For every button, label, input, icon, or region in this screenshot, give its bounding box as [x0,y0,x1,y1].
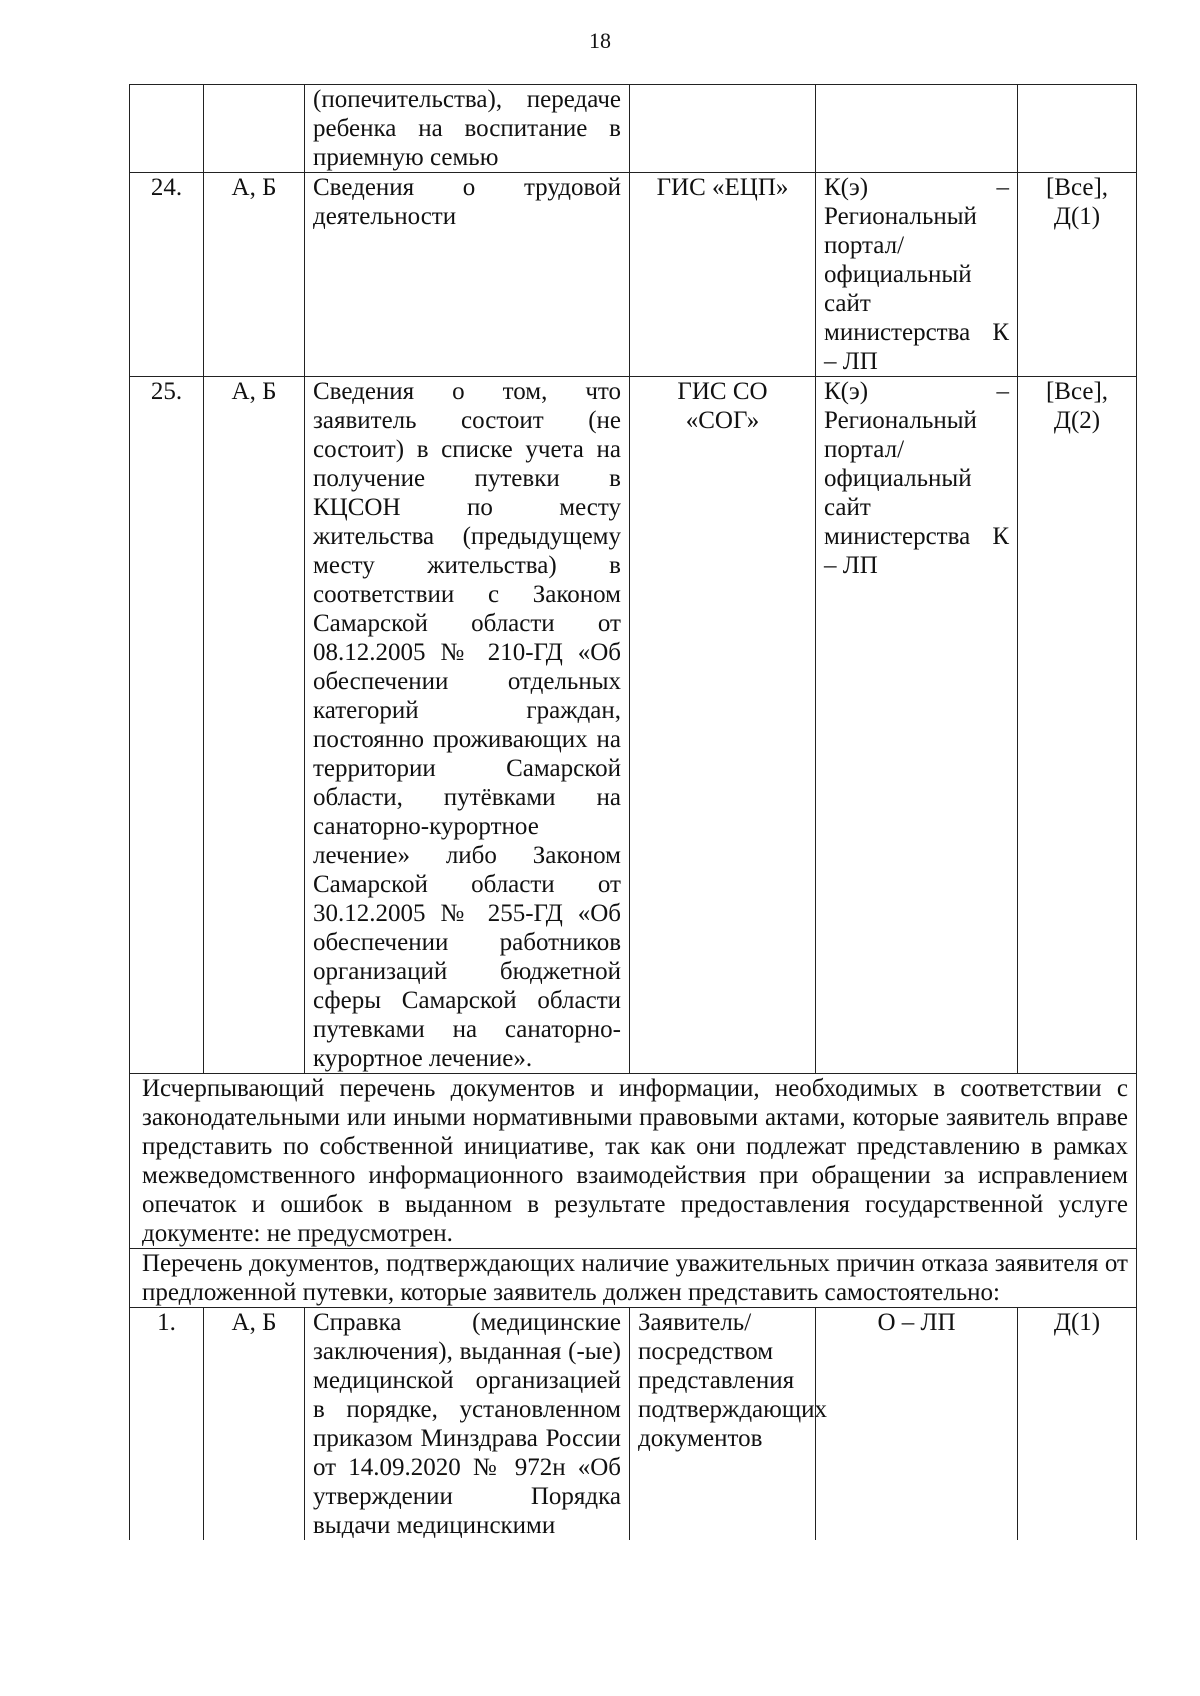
row-source [630,85,816,173]
row-document-name: Сведения о том, что заявитель состоит (не состоит) в списке учета на получение путевки в КЦСОН по месту жительства (предыдущему месту жительства) в соответствии с Законом Самарской области от 08.12.2005 № 210-ГД «Об обеспечении отдельных категорий граждан, постоянно проживающих на территории Самарской области, путёвками на санаторно-курортное лечение» либо Законом Самарской области от 30.12.2005 № 255-ГД «Об обеспечении работников организаций бюджетной сферы Самарской области путевками на санаторно-курортное лечение». [305,377,630,1074]
row-source: ГИС СО «СОГ» [630,377,816,1074]
section-refusal-list: Перечень документов, подтверждающих наличие уважительных причин отказа заявителя от предложенной путевки, которые заявитель должен представить самостоятельно: [130,1249,1137,1308]
table-row [130,1308,1137,1541]
row-document-name: Сведения о трудовой деятельности [305,173,630,377]
section-exhaustive-list: Исчерпывающий перечень документов и информации, необходимых в соответствии с законодательными или иными нормативными правовыми актами, которые заявитель вправе представить по собственной инициативе, так как они подлежат представлению в рамках межведомственного информационного взаимодействия при обращении за исправлением опечаток и ошибок в выданном в результате предоставления государственной услуге документе: не предусмотрен. [130,1074,1137,1249]
row-method: О – ЛП [816,1308,1018,1541]
row-note: [Все], Д(2) [1018,377,1137,1074]
row-note [1018,85,1137,173]
row-number: 25. [130,377,204,1074]
row-source: ГИС «ЕЦП» [630,173,816,377]
row-number: 1. [130,1308,204,1541]
table-row [130,85,1137,173]
row-number [130,85,204,173]
table-row [130,377,1137,1074]
row-category: А, Б [204,377,305,1074]
row-source: Заявитель/посредством представления подтверждающих документов [630,1308,816,1541]
row-document-name: Справка (медицинские заключения), выданная (-ые) медицинской организацией в порядке, установленном приказом Минздрава России от 14.09.2020 № 972н «Об утверждении Порядка выдачи медицинскими [305,1308,630,1541]
documents-table [129,84,1137,1540]
table-row [130,173,1137,377]
section-row [130,1249,1137,1308]
row-document-name: (попечительства), передаче ребенка на воспитание в приемную семью [305,85,630,173]
row-category: А, Б [204,173,305,377]
row-method [816,85,1018,173]
page-number: 18 [589,28,611,53]
row-method: К(э) – Региональный портал/официальный сайт министерства К – ЛП [816,173,1018,377]
section-row [130,1074,1137,1249]
row-note: [Все], Д(1) [1018,173,1137,377]
row-number: 24. [130,173,204,377]
row-method: К(э) – Региональный портал/официальный сайт министерства К – ЛП [816,377,1018,1074]
row-note: Д(1) [1018,1308,1137,1541]
row-category [204,85,305,173]
row-category: А, Б [204,1308,305,1541]
